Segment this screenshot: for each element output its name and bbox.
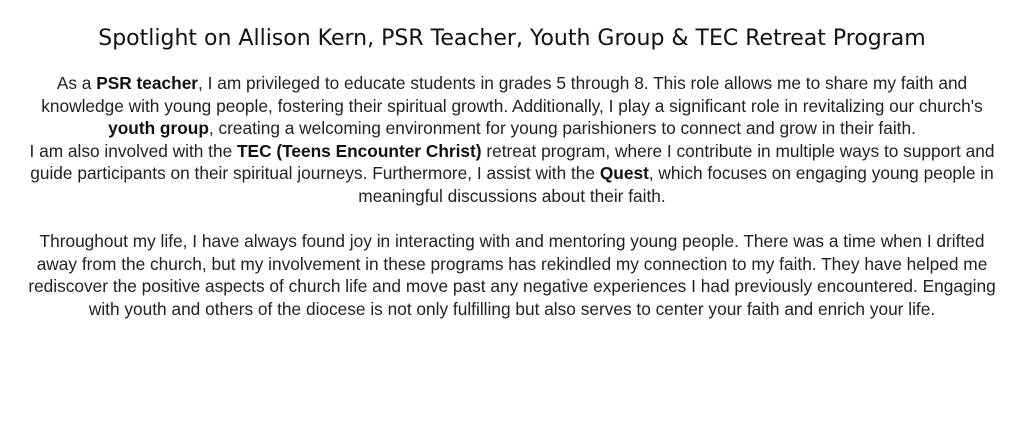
paragraph-tec-quest <box>18 140 1006 208</box>
text-segment: As a <box>56 73 97 93</box>
article-body <box>18 72 1006 321</box>
text-segment: , I am privileged to educate students in grades 5 through 8. This role allows me to share my faith and knowledge with young people, fostering their spiritual growth. Additionally, I play a significant role in revitalizing our church's <box>41 73 983 116</box>
text-segment: , which focuses on engaging young people in meaningful discussions about their faith. <box>358 163 994 206</box>
paragraph-psr-youth-group <box>18 72 1006 140</box>
emphasis-psr-teacher: PSR teacher <box>96 73 199 93</box>
text-segment: retreat program, where I contribute in multiple ways to support and guide participants on their spiritual journeys. Furthermore, I assist with the <box>30 140 995 184</box>
emphasis-youth-group: youth group <box>108 118 209 139</box>
emphasis-tec: TEC (Teens Encounter Christ) <box>237 140 482 161</box>
paragraph-reflection: Throughout my life, I have always found joy in interacting with and mentoring young people. There was a time when I drifted away from the church, but my involvement in these programs has rekindled my connection to my faith. They have helped me rediscover the positive aspects of church life and move past any negative experiences I had previously encountered. Engaging with youth and others of the diocese is not only fulfilling but also serves to center your faith and enrich your life. <box>28 231 996 319</box>
text-segment: , creating a welcoming environment for young parishioners to connect and grow in their faith. <box>208 118 916 139</box>
page-title: Spotlight on Allison Kern, PSR Teacher, Youth Group & TEC Retreat Program <box>98 26 926 51</box>
paragraph-spacer <box>18 208 1006 231</box>
emphasis-quest: Quest <box>599 163 649 184</box>
text-segment: I am also involved with the <box>29 140 237 161</box>
